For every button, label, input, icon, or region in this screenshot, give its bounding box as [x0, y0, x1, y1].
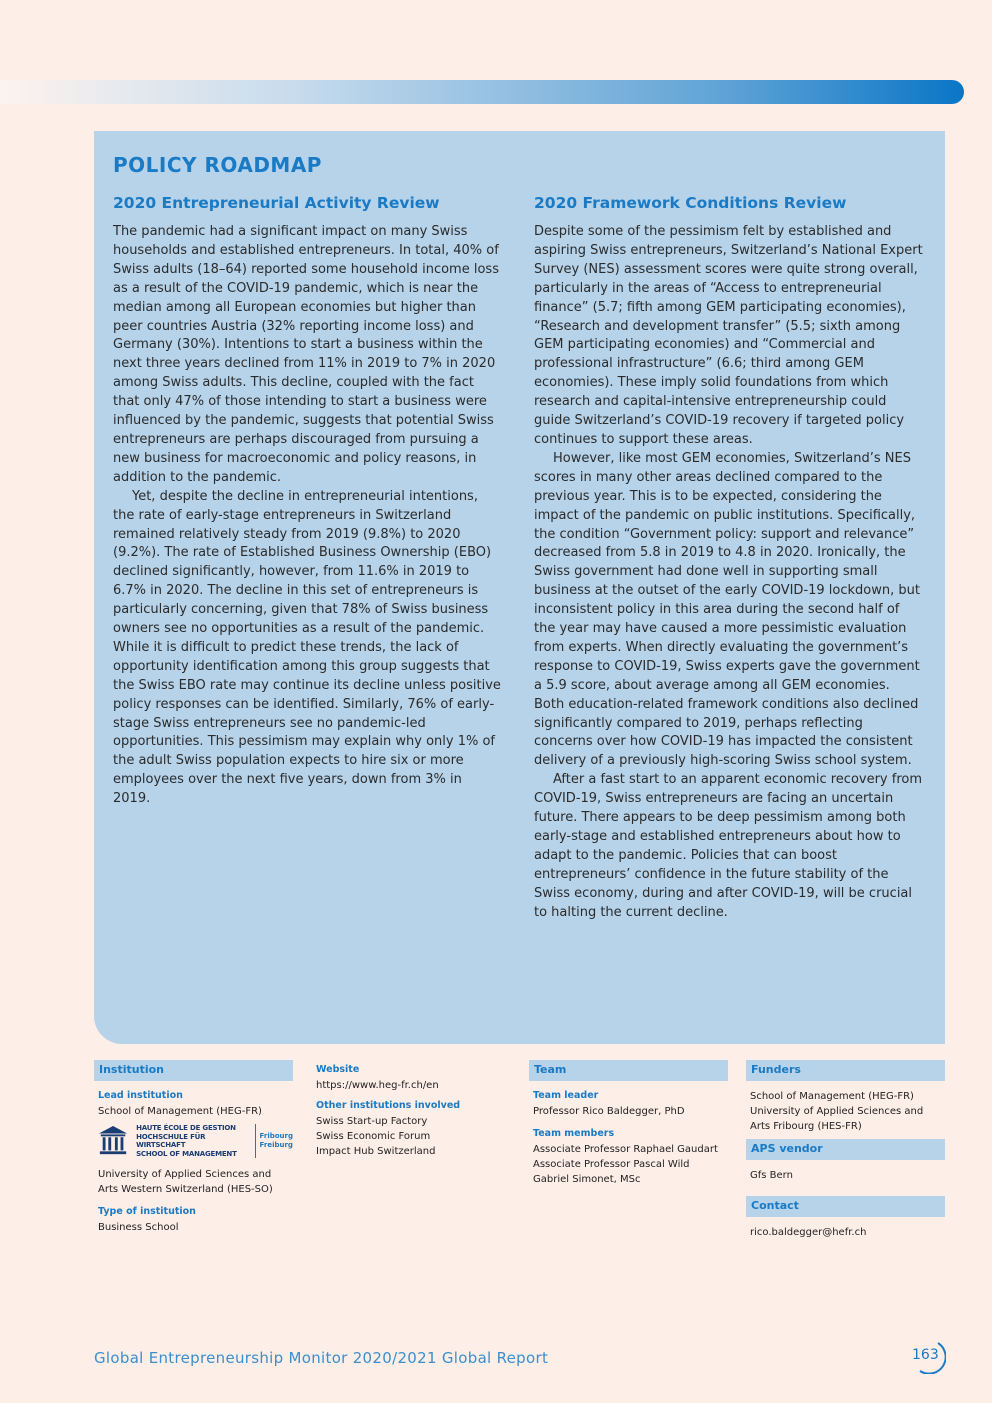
page-title: POLICY ROADMAP	[113, 153, 322, 177]
framework-paragraph: Despite some of the pessimism felt by established and aspiring Swiss entrepreneurs, Switzerland’s National Expert Survey (NES) assessment scores were quite strong overall, particularly in the areas of “Access to entrepreneurial finance” (5.7; fifth among GEM participating economies), “Research and development transfer” (5.5; sixth among GEM participating economies) and “Commercial and professional infrastructure” (6.6; third among GEM economies). These imply solid foundations from which research and capital-intensive entrepreneurship could guide Switzerland’s COVID-19 recovery if targeted policy continues to support these areas.	[534, 224, 923, 447]
institution-section	[94, 1060, 293, 1236]
website-label: Website	[316, 1064, 360, 1075]
activity-paragraph: The pandemic had a significant impact on many Swiss households and established entrepreneurs. In total, 40% of Swiss adults (18–64) reported some household income loss as a result of the COVID-19 pandemic, which is near the median among all European economies but higher than peer countries Austria (32% reporting income loss) and Germany (30%). Intentions to start a business within the next three years declined from 11% in 2019 to 7% in 2020 among Swiss adults. This decline, coupled with the fact that only 47% of those intending to start a business were influenced by the pandemic, suggests that potential Swiss entrepreneurs are perhaps discouraged from pursuing a new business for macroeconomic and policy reasons, in addition to the pandemic.	[113, 224, 499, 485]
team-member: Associate Professor Raphael Gaudart	[533, 1144, 718, 1155]
team-leader-value: Professor Rico Baldegger, PhD	[533, 1106, 685, 1117]
institution-type-label: Type of institution	[98, 1206, 196, 1217]
team-members-label: Team members	[533, 1128, 615, 1139]
framework-review-column	[534, 194, 924, 923]
footer-title: Global Entrepreneurship Monitor 2020/2021 Global Report	[94, 1349, 549, 1367]
framework-paragraph: After a fast start to an apparent economic recovery from COVID-19, Swiss entrepreneurs are facing an uncertain future. There appears to be deep pessimism among both early-stage and established entrepreneurs about how to adapt to the pandemic. Policies that can boost entrepreneurs’ confidence in the future stability of the Swiss economy, during and after COVID-19, will be crucial to halting the current decline.	[534, 772, 923, 920]
activity-review-column	[113, 194, 503, 923]
logo-location: Fribourg Freiburg	[259, 1132, 293, 1149]
website-link[interactable]: https://www.heg-fr.ch/en	[316, 1080, 439, 1091]
funders-heading: Funders	[746, 1060, 945, 1081]
lead-institution-value: School of Management (HEG-FR)	[98, 1106, 262, 1117]
activity-paragraph: Yet, despite the decline in entrepreneurial intentions, the rate of early-stage entrepreneurs in Switzerland remained relatively steady from 2019 (9.8%) to 2020 (9.2%). The rate of Established Business Ownership (EBO) declined significantly, however, from 11.6% in 2019 to 6.7% in 2020. The decline in this set of entrepreneurs is particularly concerning, given that 78% of Swiss business owners see no opportunities as a result of the pandemic. While it is difficult to predict these trends, the lack of opportunity identification among this group suggests that the Swiss EBO rate may continue its decline unless positive policy responses can be identified. Similarly, 76% of early-stage Swiss entrepreneurs see no pandemic-led opportunities. This pessimism may explain why only 1% of the adult Swiss population expects to hire six or more employees over the next five years, down from 3% in 2019.	[113, 488, 501, 807]
other-institution-item: Impact Hub Switzerland	[316, 1146, 436, 1157]
header-gradient-bar	[0, 80, 964, 104]
institution-heading: Institution	[94, 1060, 293, 1081]
lead-institution-label: Lead institution	[98, 1090, 183, 1101]
policy-roadmap-panel	[94, 131, 945, 1044]
team-section	[529, 1060, 728, 1188]
logo-wordmark: HAUTE ÉCOLE DE GESTION HOCHSCHULE FÜR WIRTSCHAFT SCHOOL OF MANAGEMENT	[136, 1124, 255, 1158]
website-section	[312, 1060, 512, 1160]
heg-logo	[98, 1122, 293, 1160]
funder-item: School of Management (HEG-FR)	[750, 1091, 914, 1102]
other-institutions-label: Other institutions involved	[316, 1100, 461, 1111]
institution-type-value: Business School	[98, 1222, 179, 1233]
university-line: Arts Western Switzerland (HES-SO)	[98, 1184, 273, 1195]
aps-vendor-value: Gfs Bern	[750, 1170, 793, 1181]
activity-review-heading: 2020 Entrepreneurial Activity Review	[113, 194, 440, 212]
contact-email[interactable]: rico.baldegger@hefr.ch	[750, 1227, 867, 1238]
funders-section	[746, 1060, 945, 1241]
contact-heading: Contact	[746, 1196, 945, 1217]
team-leader-label: Team leader	[533, 1090, 599, 1101]
funder-item: University of Applied Sciences and	[750, 1106, 924, 1117]
team-member: Gabriel Simonet, MSc	[533, 1174, 641, 1185]
funder-item: Arts Fribourg (HES-FR)	[750, 1121, 862, 1132]
team-heading: Team	[529, 1060, 728, 1081]
framework-paragraph: However, like most GEM economies, Switzerland’s NES scores in many other areas declined compared to the previous year. This is to be expected, considering the impact of the pandemic on public institutions. Specifically, the condition “Government policy: support and relevance” decreased from 5.8 in 2019 to 4.8 in 2020. Ironically, the Swiss government had done well in supporting small business at the outset of the early COVID-19 lockdown, but inconsistent policy in this area during the second half of the year may have caused a more pessimistic evaluation from experts. When directly evaluating the government’s response to COVID-19, Swiss experts gave the government a 5.9 score, about average among all GEM economies. Both education-related framework conditions also declined significantly compared to 2019, perhaps reflecting concerns over how COVID-19 has impacted the consistent delivery of a previously high-scoring Swiss school system.	[534, 450, 920, 769]
page-number: 163	[906, 1340, 946, 1374]
other-institution-item: Swiss Economic Forum	[316, 1131, 431, 1142]
building-icon	[98, 1124, 128, 1158]
aps-vendor-heading: APS vendor	[746, 1139, 945, 1160]
team-member: Associate Professor Pascal Wild	[533, 1159, 690, 1170]
framework-review-heading: 2020 Framework Conditions Review	[534, 194, 847, 212]
other-institution-item: Swiss Start-up Factory	[316, 1116, 428, 1127]
university-line: University of Applied Sciences and	[98, 1169, 272, 1180]
